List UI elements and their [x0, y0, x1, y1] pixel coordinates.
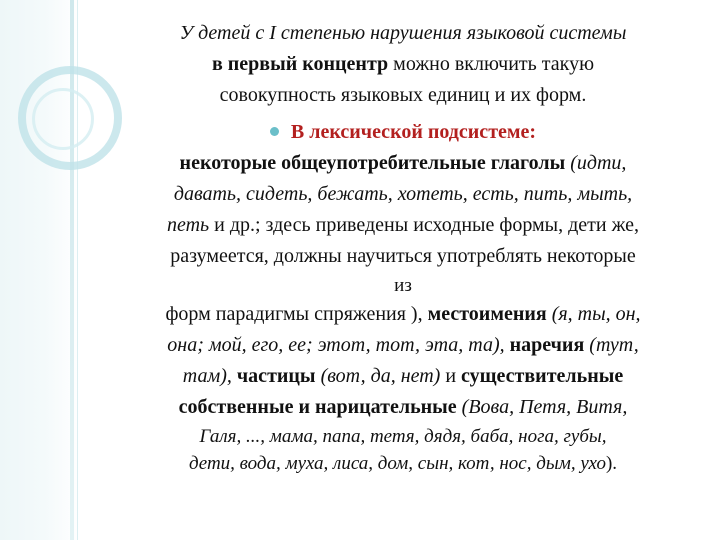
- body-text-3: и др.; здесь приведены исходные формы, дети же,: [209, 214, 640, 236]
- body-line-6: [108, 299, 698, 330]
- body-line-11: [108, 450, 698, 477]
- body-line-5: из: [394, 275, 412, 296]
- decorative-ring-inner: [32, 88, 94, 150]
- body-italic-8b: (вот, да, нет): [315, 365, 441, 387]
- intro-line-3: совокупность языковых единиц и их форм.: [219, 84, 587, 106]
- body-bold-particles: частицы: [231, 365, 316, 387]
- intro-line-2: [108, 49, 698, 80]
- body-line-2: давать, сидеть, бежать, хотеть, есть, пить, мыть,: [173, 183, 633, 205]
- body-italic-7: она; мой, его, ее; этот, тот, эта, та),: [167, 334, 505, 356]
- intro-line-2-rest: можно включить такую: [388, 53, 595, 75]
- body-bold-proper: собственные и нарицательные: [178, 396, 457, 418]
- body-italic-8: там),: [182, 365, 232, 387]
- body-bold-nouns: существительные: [461, 365, 624, 387]
- intro-line-1: У детей с I степенью нарушения языковой системы: [179, 22, 627, 44]
- body-line-1: [108, 148, 698, 179]
- body-bold-verbs: некоторые общеупотребительные глаголы: [179, 152, 566, 174]
- body-line-4: разумеется, должны научиться употреблять некоторые: [170, 245, 636, 267]
- body-text-8: и: [440, 365, 462, 387]
- body-text-6: форм парадигмы спряжения ),: [165, 303, 428, 325]
- body-line-10: Галя, ..., мама, папа, тетя, дядя, баба, нога, губы,: [199, 426, 607, 447]
- bullet-icon: [270, 127, 279, 136]
- body-italic-1: (идти,: [565, 152, 627, 174]
- body-line-8: [108, 361, 698, 392]
- body-italic-9: (Вова, Петя, Витя,: [456, 396, 628, 418]
- body-line-9: [108, 392, 698, 423]
- slide-content: [108, 18, 698, 477]
- body-bold-adverbs: наречия: [504, 334, 585, 356]
- body-italic-7b: (тут,: [584, 334, 639, 356]
- body-italic-11: дети, вода, муха, лиса, дом, сын, кот, нос, дым, ухо: [188, 453, 606, 474]
- body-italic-6: (я, ты, он,: [546, 303, 641, 325]
- section-heading: В лексической подсистеме:: [290, 121, 537, 143]
- body-line-7: [108, 330, 698, 361]
- body-bold-pronouns: местоимения: [427, 303, 547, 325]
- body-text-11: ).: [605, 453, 618, 474]
- section-heading-row: [108, 117, 698, 148]
- body-line-3: [108, 210, 698, 241]
- body-italic-3: петь: [166, 214, 210, 236]
- intro-bold-phrase: в первый концентр: [211, 53, 389, 75]
